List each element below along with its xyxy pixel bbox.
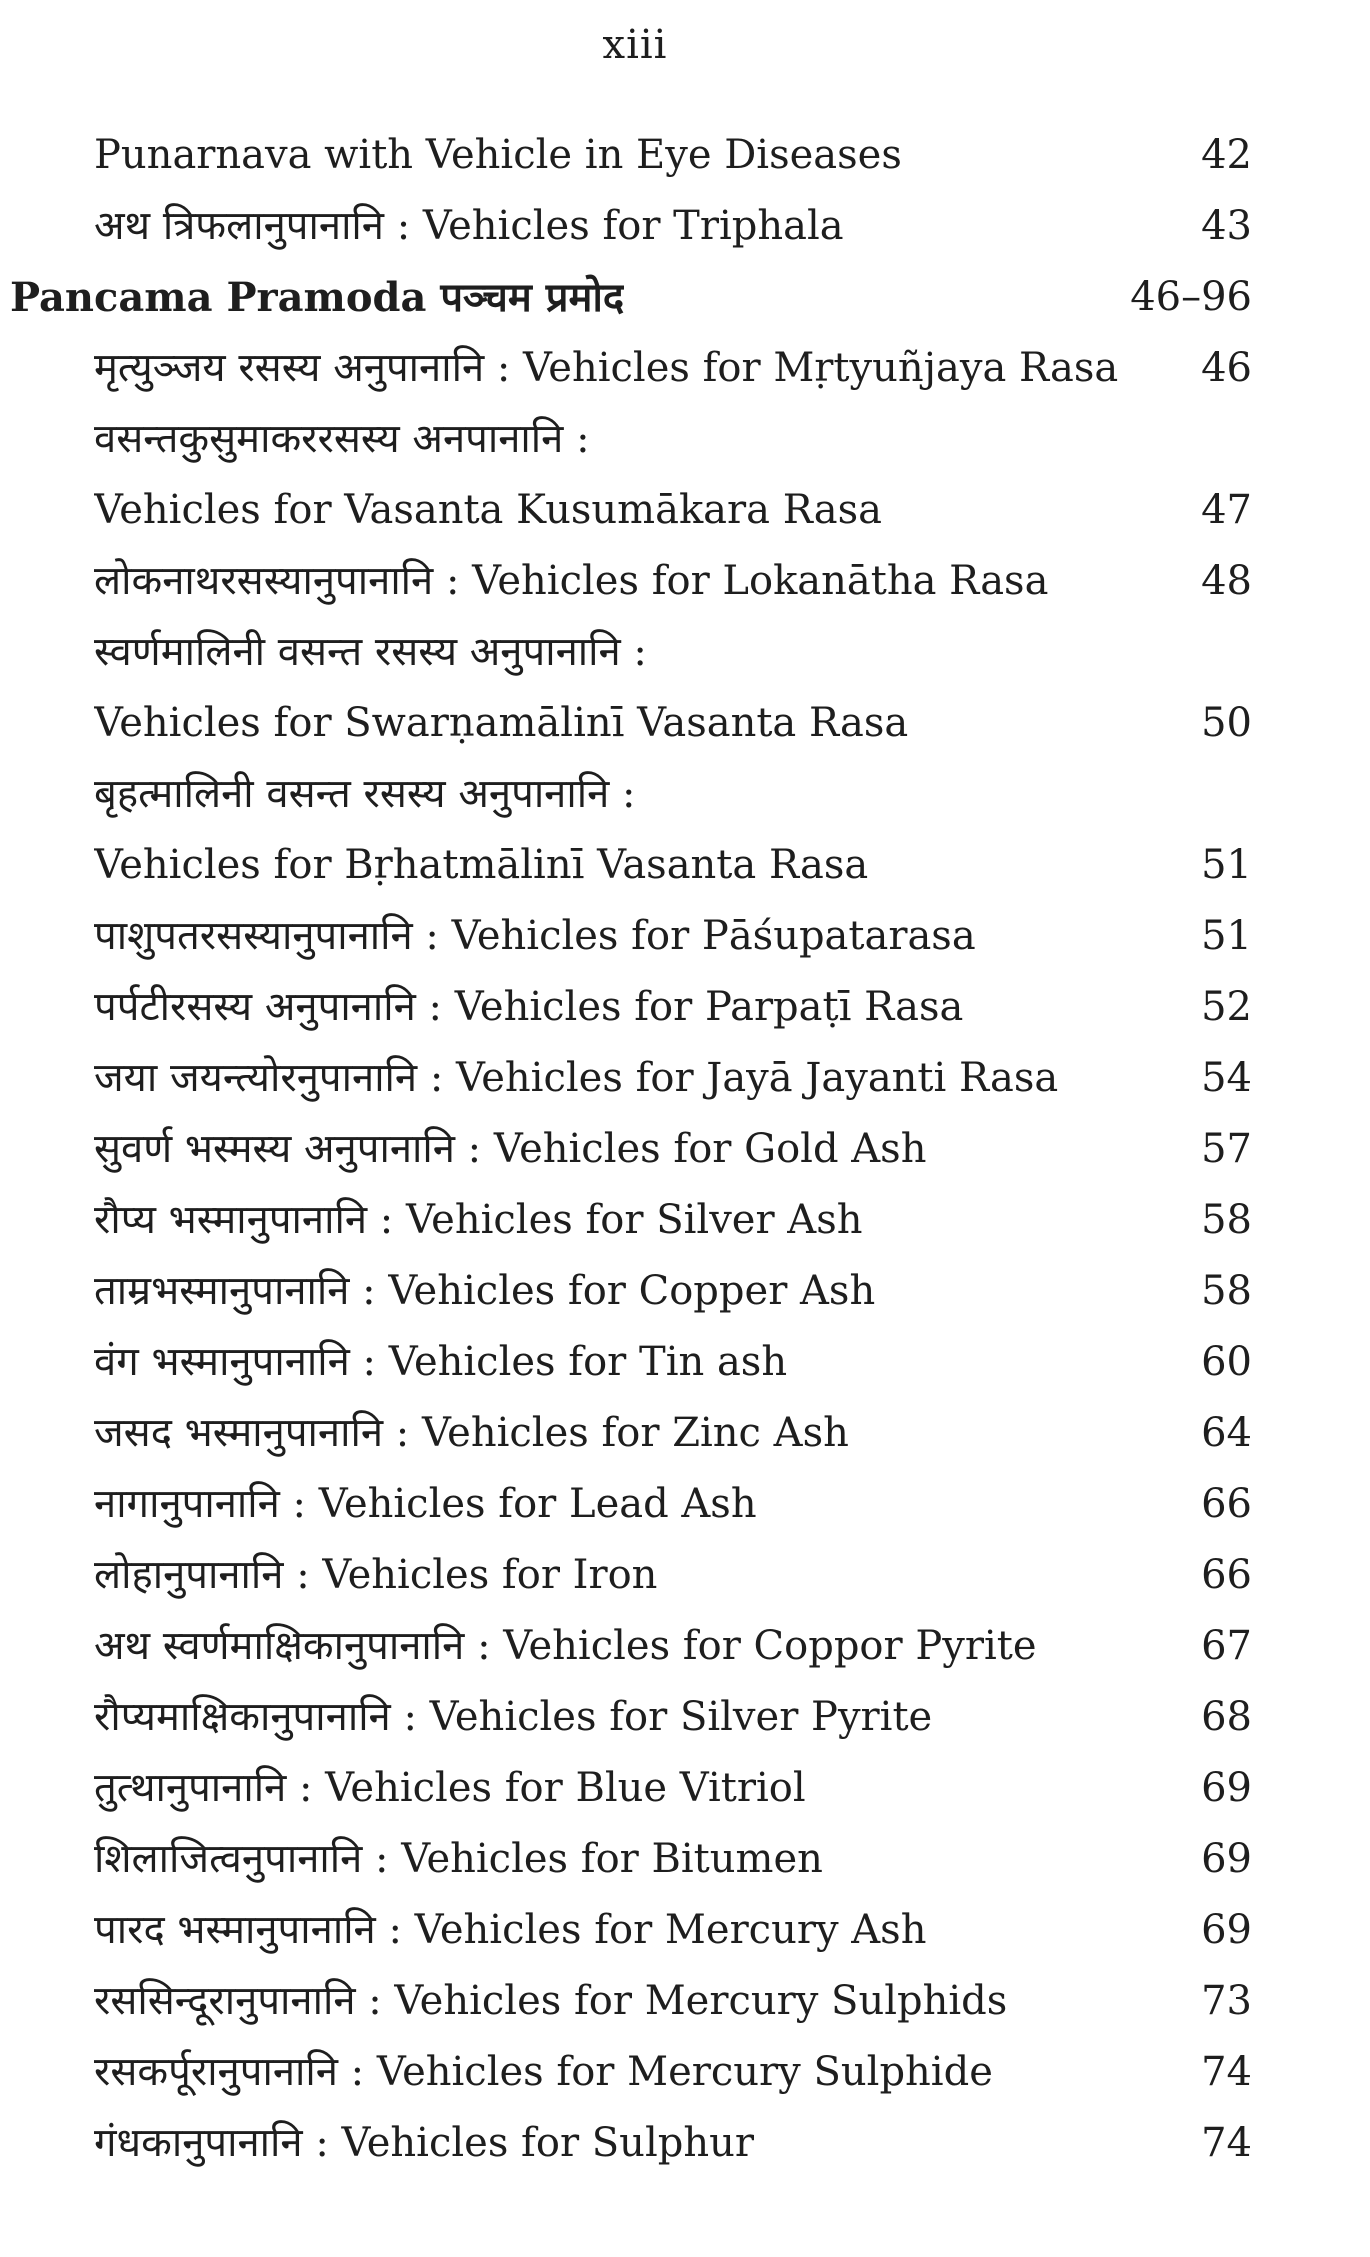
toc-entry-title: रौप्य भस्मानुपानानि : Vehicles for Silver Ash	[94, 1197, 863, 1243]
toc-entry	[0, 475, 1370, 546]
toc-entry-page: 42	[1201, 132, 1252, 178]
toc-entry	[0, 2108, 1370, 2179]
toc-entry-page: 54	[1201, 1055, 1252, 1101]
toc-entry-title: बृहत्मालिनी वसन्त रसस्य अनुपानानि :	[94, 771, 636, 817]
toc-entry-title: अथ स्वर्णमाक्षिकानुपानानि : Vehicles for Coppor Pyrite	[94, 1623, 1037, 1669]
toc-entry	[0, 901, 1370, 972]
toc-entry	[0, 1398, 1370, 1469]
toc-entry	[0, 1966, 1370, 2037]
toc-entry-page: 43	[1201, 203, 1252, 249]
toc-entry-page: 60	[1201, 1339, 1252, 1385]
toc-entry-title: स्वर्णमालिनी वसन्त रसस्य अनुपानानि :	[94, 629, 647, 675]
toc-entry-page: 66	[1201, 1552, 1252, 1598]
toc-entry	[0, 1682, 1370, 1753]
toc-entry-page: 64	[1201, 1410, 1252, 1456]
toc-entry	[0, 759, 1370, 830]
toc-entry-title: Vehicles for Swarṇamālinī Vasanta Rasa	[94, 700, 909, 746]
toc-entry-page: 46	[1201, 345, 1252, 391]
toc-entry	[0, 830, 1370, 901]
toc-entry	[0, 1824, 1370, 1895]
toc-entry-title: Vehicles for Bṛhatmālinī Vasanta Rasa	[94, 842, 869, 888]
toc-entry-page: 69	[1201, 1907, 1252, 1953]
toc-entry-page: 51	[1201, 913, 1252, 959]
toc-entry	[0, 1256, 1370, 1327]
toc-entry	[0, 1327, 1370, 1398]
toc-entry	[0, 1185, 1370, 1256]
toc-entry-title: Vehicles for Vasanta Kusumākara Rasa	[94, 487, 882, 533]
toc-entry-page: 58	[1201, 1197, 1252, 1243]
toc-entry-title: रससिन्दूरानुपानानि : Vehicles for Mercury Sulphids	[94, 1978, 1008, 2024]
toc-entry-title: पाशुपतरसस्यानुपानानि : Vehicles for Pāśupatarasa	[94, 913, 976, 959]
toc-entry	[0, 333, 1370, 404]
toc-entry-page: 69	[1201, 1836, 1252, 1882]
toc-entry	[0, 120, 1370, 191]
toc-entry	[0, 617, 1370, 688]
toc-entry-title: वसन्तकुसुमाकररसस्य अनपानानि :	[94, 416, 590, 462]
toc-entry-page: 69	[1201, 1765, 1252, 1811]
toc-entry-page: 46–96	[1130, 274, 1252, 320]
toc-entry-page: 48	[1201, 558, 1252, 604]
toc-entry	[0, 1895, 1370, 1966]
toc-entry-page: 47	[1201, 487, 1252, 533]
toc-entry-title: लोकनाथरसस्यानुपानानि : Vehicles for Lokanātha Rasa	[94, 558, 1049, 604]
toc-entry	[0, 546, 1370, 617]
toc-section-heading	[0, 262, 1370, 333]
toc-entry-title: गंधकानुपानानि : Vehicles for Sulphur	[94, 2120, 754, 2166]
toc-entry-page: 57	[1201, 1126, 1252, 1172]
toc-entry	[0, 1540, 1370, 1611]
toc-entry-title: नागानुपानानि : Vehicles for Lead Ash	[94, 1481, 757, 1527]
toc-entry	[0, 191, 1370, 262]
toc-entry-title: मृत्युञ्जय रसस्य अनुपानानि : Vehicles for Mṛtyuñjaya Rasa	[94, 345, 1119, 391]
toc-entry-title: वंग भस्मानुपानानि : Vehicles for Tin ash	[94, 1339, 788, 1385]
toc-entry-page: 50	[1201, 700, 1252, 746]
toc-entry-title: जसद भस्मानुपानानि : Vehicles for Zinc Ash	[94, 1410, 849, 1456]
toc-entry-title: Punarnava with Vehicle in Eye Diseases	[94, 132, 902, 178]
toc-entry-page: 67	[1201, 1623, 1252, 1669]
toc-entry-page: 52	[1201, 984, 1252, 1030]
toc-entry	[0, 1114, 1370, 1185]
toc-entry	[0, 1753, 1370, 1824]
toc-entry-page: 74	[1201, 2049, 1252, 2095]
toc-entry-title: रसकर्पूरानुपानानि : Vehicles for Mercury Sulphide	[94, 2049, 993, 2095]
toc-entry-title: Pancama Pramoda पञ्चम प्रमोद	[10, 274, 625, 321]
page-number: xiii	[602, 22, 668, 68]
toc-entry	[0, 1043, 1370, 1114]
toc-entry-title: शिलाजित्वनुपानानि : Vehicles for Bitumen	[94, 1836, 823, 1882]
toc-entry-page: 68	[1201, 1694, 1252, 1740]
toc-entry	[0, 972, 1370, 1043]
toc-entry-title: तुत्थानुपानानि : Vehicles for Blue Vitriol	[94, 1765, 806, 1811]
toc-entry	[0, 1469, 1370, 1540]
toc-entry-page: 74	[1201, 2120, 1252, 2166]
toc-entry-title: अथ त्रिफलानुपानानि : Vehicles for Triphala	[94, 203, 844, 249]
toc-entry-title: रौप्यमाक्षिकानुपानानि : Vehicles for Silver Pyrite	[94, 1694, 933, 1740]
toc-entry	[0, 2037, 1370, 2108]
toc-entry	[0, 688, 1370, 759]
toc-entry-title: पारद भस्मानुपानानि : Vehicles for Mercury Ash	[94, 1907, 927, 1953]
toc-entry-title: जया जयन्त्योरनुपानानि : Vehicles for Jayā Jayanti Rasa	[94, 1055, 1059, 1101]
table-of-contents	[0, 120, 1370, 2179]
toc-entry	[0, 404, 1370, 475]
toc-entry-title: ताम्रभस्मानुपानानि : Vehicles for Copper Ash	[94, 1268, 876, 1314]
toc-entry-title: पर्पटीरसस्य अनुपानानि : Vehicles for Parpaṭī Rasa	[94, 984, 964, 1030]
toc-entry-page: 66	[1201, 1481, 1252, 1527]
toc-entry-page: 73	[1201, 1978, 1252, 2024]
toc-entry-page: 58	[1201, 1268, 1252, 1314]
toc-entry	[0, 1611, 1370, 1682]
toc-entry-page: 51	[1201, 842, 1252, 888]
toc-entry-title: लोहानुपानानि : Vehicles for Iron	[94, 1552, 658, 1598]
toc-entry-title: सुवर्ण भस्मस्य अनुपानानि : Vehicles for Gold Ash	[94, 1126, 927, 1172]
